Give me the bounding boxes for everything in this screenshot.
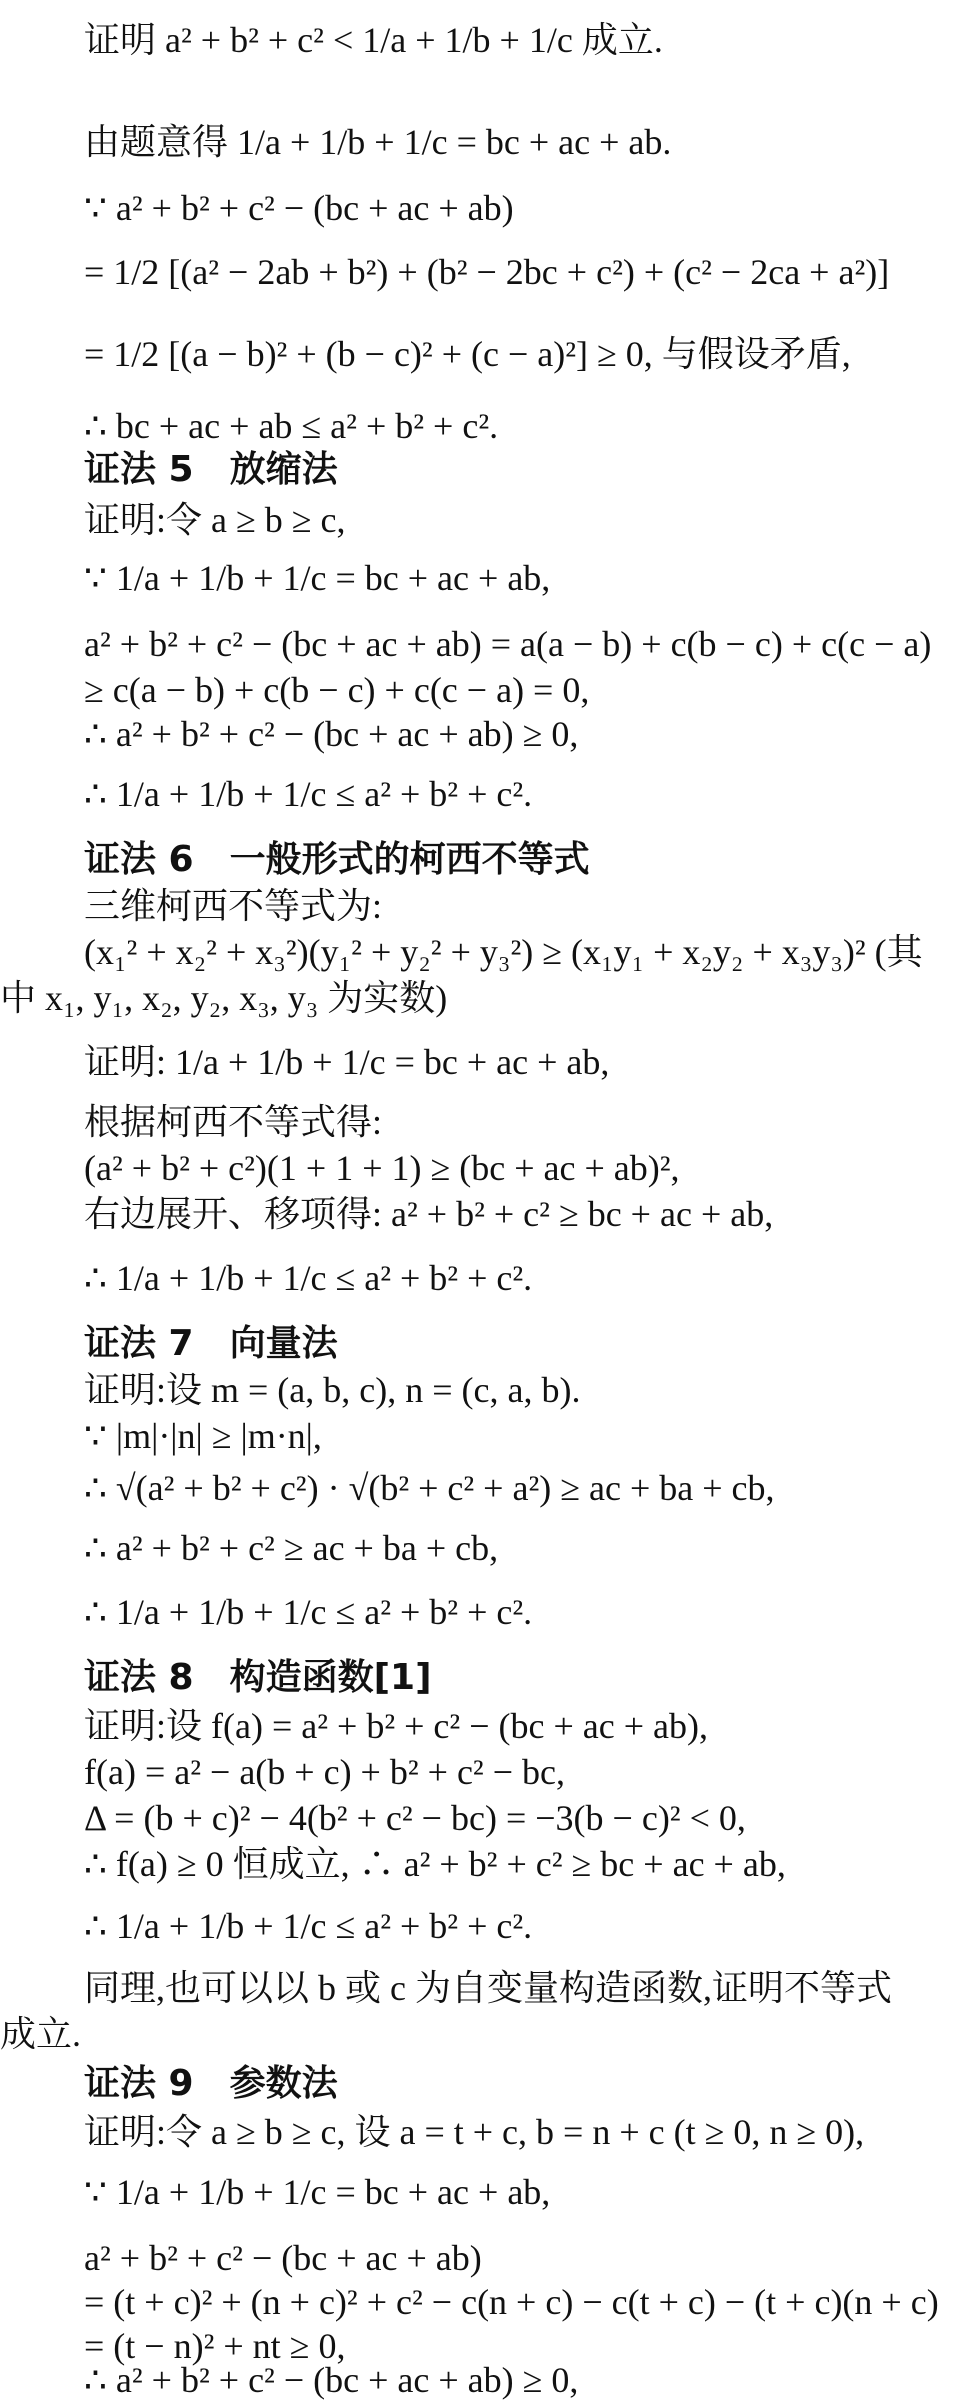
- text-line: ∵ a² + b² + c² − (bc + ac + ab): [84, 188, 514, 228]
- text-line: ≥ c(a − b) + c(b − c) + c(c − a) = 0,: [84, 670, 590, 710]
- text-line: ∴ 1/a + 1/b + 1/c ≤ a² + b² + c².: [84, 1906, 533, 1946]
- text-line: = (t − n)² + nt ≥ 0,: [84, 2326, 346, 2366]
- text-line: ∴ a² + b² + c² ≥ ac + ba + cb,: [84, 1528, 499, 1568]
- section-heading: 证法 8 构造函数[1]: [84, 1657, 432, 1698]
- section-heading: 证法 9 参数法: [84, 2063, 338, 2104]
- text-line: 证明:令 a ≥ b ≥ c,: [84, 500, 346, 540]
- text-line: (a² + b² + c²)(1 + 1 + 1) ≥ (bc + ac + ab)²,: [84, 1148, 680, 1188]
- text-line: 由题意得 1/a + 1/b + 1/c = bc + ac + ab.: [84, 122, 672, 162]
- text-line: 三维柯西不等式为:: [84, 886, 383, 926]
- text-line: ∴ bc + ac + ab ≤ a² + b² + c².: [84, 406, 499, 446]
- text-line: ∴ f(a) ≥ 0 恒成立, ∴ a² + b² + c² ≥ bc + ac + ab,: [84, 1844, 786, 1884]
- text-line: 证明:设 m = (a, b, c), n = (c, a, b).: [84, 1370, 581, 1410]
- text-line: = 1/2 [(a² − 2ab + b²) + (b² − 2bc + c²) + (c² − 2ca + a²)]: [84, 252, 890, 292]
- section-heading: 证法 7 向量法: [84, 1323, 338, 1364]
- section-heading: 证法 6 一般形式的柯西不等式: [84, 839, 590, 880]
- text-line: 证明: 1/a + 1/b + 1/c = bc + ac + ab,: [84, 1042, 610, 1082]
- text-line: ∴ 1/a + 1/b + 1/c ≤ a² + b² + c².: [84, 1592, 533, 1632]
- text-line: a² + b² + c² − (bc + ac + ab) = a(a − b) + c(b − c) + c(c − a): [84, 624, 932, 664]
- text-line: (x₁² + x₂² + x₃²)(y₁² + y₂² + y₃²) ≥ (x₁y₁ + x₂y₂ + x₃y₃)² (其: [84, 932, 923, 972]
- text-line: Δ = (b + c)² − 4(b² + c² − bc) = −3(b − c)² < 0,: [84, 1798, 746, 1838]
- text-line: ∴ 1/a + 1/b + 1/c ≤ a² + b² + c².: [84, 1258, 533, 1298]
- text-line: ∵ |m|·|n| ≥ |m·n|,: [84, 1416, 322, 1456]
- text-line: = 1/2 [(a − b)² + (b − c)² + (c − a)²] ≥ 0, 与假设矛盾,: [84, 334, 851, 374]
- text-line: ∵ 1/a + 1/b + 1/c = bc + ac + ab,: [84, 558, 551, 598]
- text-line: 证明 a² + b² + c² < 1/a + 1/b + 1/c 成立.: [84, 20, 663, 60]
- text-line: 证明:设 f(a) = a² + b² + c² − (bc + ac + ab),: [84, 1706, 708, 1746]
- text-line: 同理,也可以以 b 或 c 为自变量构造函数,证明不等式: [84, 1968, 892, 2008]
- text-line: 右边展开、移项得: a² + b² + c² ≥ bc + ac + ab,: [84, 1194, 774, 1234]
- text-line: a² + b² + c² − (bc + ac + ab): [84, 2238, 482, 2278]
- text-line: 成立.: [0, 2014, 82, 2054]
- text-line: 证明:令 a ≥ b ≥ c, 设 a = t + c, b = n + c (t ≥ 0, n ≥ 0),: [84, 2112, 865, 2152]
- text-line: 中 x₁, y₁, x₂, y₂, x₃, y₃ 为实数): [0, 978, 448, 1018]
- text-line: ∴ a² + b² + c² − (bc + ac + ab) ≥ 0,: [84, 2360, 579, 2400]
- text-line: 根据柯西不等式得:: [84, 1102, 383, 1142]
- text-line: ∴ 1/a + 1/b + 1/c ≤ a² + b² + c².: [84, 774, 533, 814]
- text-line: f(a) = a² − a(b + c) + b² + c² − bc,: [84, 1752, 566, 1792]
- text-line: ∴ a² + b² + c² − (bc + ac + ab) ≥ 0,: [84, 714, 579, 754]
- section-heading: 证法 5 放缩法: [84, 449, 338, 490]
- text-line: = (t + c)² + (n + c)² + c² − c(n + c) − c(t + c) − (t + c)(n + c): [84, 2282, 939, 2322]
- text-line: ∴ √(a² + b² + c²) · √(b² + c² + a²) ≥ ac + ba + cb,: [84, 1468, 775, 1508]
- text-line: ∵ 1/a + 1/b + 1/c = bc + ac + ab,: [84, 2172, 551, 2212]
